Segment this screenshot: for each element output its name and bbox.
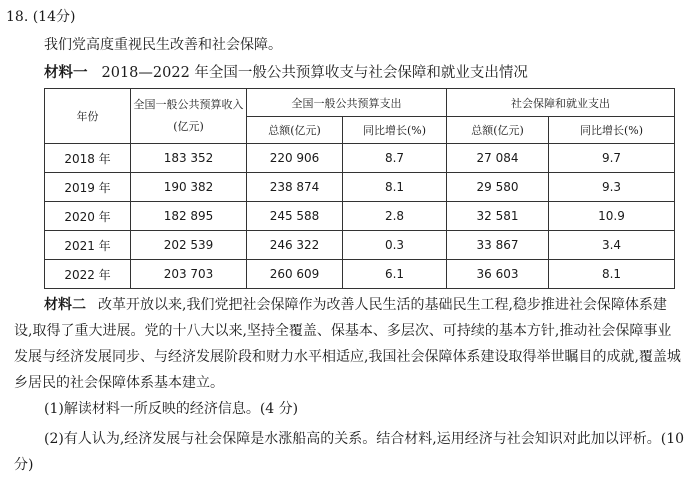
cell-exp-growth: 6.1: [343, 260, 447, 289]
header-budget-expenditure: 全国一般公共预算支出: [247, 89, 447, 117]
header-social-security: 社会保障和就业支出: [447, 89, 675, 117]
cell-exp-total: 245 588: [247, 202, 343, 231]
material2-paragraph: [14, 292, 684, 396]
cell-ss-growth: 9.7: [549, 144, 675, 173]
cell-exp-growth: 2.8: [343, 202, 447, 231]
cell-ss-total: 29 580: [447, 173, 549, 202]
cell-revenue: 190 382: [131, 173, 247, 202]
cell-exp-total: 260 609: [247, 260, 343, 289]
table-row: [45, 260, 675, 289]
header-ss-growth: 同比增长(%): [549, 117, 675, 144]
sub-question-2: (2)有人认为,经济发展与社会保障是水涨船高的关系。结合材料,运用经济与社会知识对此加以评析。(10 分): [14, 431, 685, 473]
material2-text: 改革开放以来,我们党把社会保障作为改善人民生活的基础民生工程,稳步推进社会保障体系建设,取得了重大进展。党的十八大以来,坚持全覆盖、保基本、多层次、可持续的基本方针,推动社会保障事业发展与经济发展同步、与经济发展阶段和财力水平相适应,我国社会保障体系建设取得举世瞩目的成就,覆盖城乡居民的社会保障体系基本建立。: [14, 297, 681, 391]
sub-question-1: (1)解读材料一所反映的经济信息。(4 分): [44, 401, 299, 417]
cell-exp-total: 246 322: [247, 231, 343, 260]
cell-ss-total: 36 603: [447, 260, 549, 289]
table-row: [45, 144, 675, 173]
cell-ss-growth: 3.4: [549, 231, 675, 260]
cell-exp-growth: 8.7: [343, 144, 447, 173]
cell-year: 2021 年: [45, 231, 131, 260]
cell-year: 2018 年: [45, 144, 131, 173]
cell-exp-total: 238 874: [247, 173, 343, 202]
material1-heading: [44, 64, 528, 82]
material1-label: 材料一: [44, 64, 88, 81]
header-revenue: 全国一般公共预算收入(亿元): [131, 89, 247, 144]
cell-ss-total: 27 084: [447, 144, 549, 173]
material1-title: 2018—2022 年全国一般公共预算收支与社会保障和就业支出情况: [101, 65, 528, 81]
header-exp-growth: 同比增长(%): [343, 117, 447, 144]
cell-ss-growth: 8.1: [549, 260, 675, 289]
question-intro: 我们党高度重视民生改善和社会保障。: [44, 37, 282, 53]
header-year: 年份: [45, 89, 131, 144]
cell-exp-growth: 0.3: [343, 231, 447, 260]
material2-label: 材料二: [44, 297, 86, 313]
cell-revenue: 183 352: [131, 144, 247, 173]
cell-year: 2019 年: [45, 173, 131, 202]
question-number: 18. (14分): [6, 9, 76, 25]
header-exp-total: 总额(亿元): [247, 117, 343, 144]
cell-ss-growth: 10.9: [549, 202, 675, 231]
cell-revenue: 202 539: [131, 231, 247, 260]
cell-ss-total: 33 867: [447, 231, 549, 260]
cell-year: 2022 年: [45, 260, 131, 289]
table-row: [45, 231, 675, 260]
cell-revenue: 203 703: [131, 260, 247, 289]
cell-exp-total: 220 906: [247, 144, 343, 173]
cell-exp-growth: 8.1: [343, 173, 447, 202]
table-row: [45, 202, 675, 231]
cell-revenue: 182 895: [131, 202, 247, 231]
cell-ss-total: 32 581: [447, 202, 549, 231]
cell-ss-growth: 9.3: [549, 173, 675, 202]
table-row: [45, 173, 675, 202]
header-ss-total: 总额(亿元): [447, 117, 549, 144]
data-table: [44, 88, 675, 289]
cell-year: 2020 年: [45, 202, 131, 231]
sub-question-2-paragraph: [14, 426, 684, 478]
